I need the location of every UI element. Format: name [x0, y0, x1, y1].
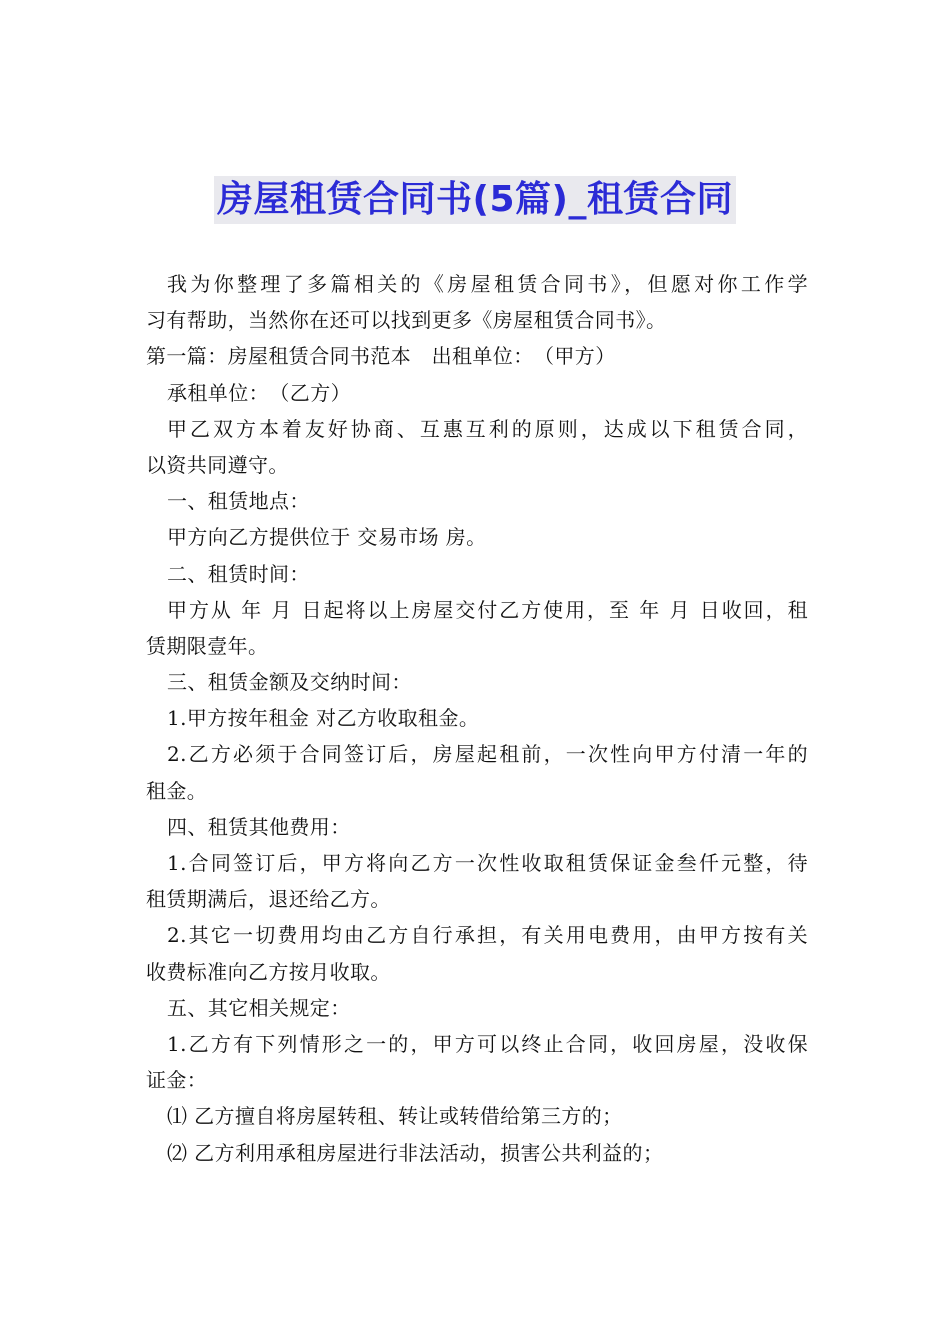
- paragraph-line: 以资共同遵守。: [146, 452, 289, 477]
- paragraph-line: 租赁期满后，退还给乙方。: [146, 887, 391, 912]
- paragraph-line: 甲乙双方本着友好协商、互惠互利的原则，达成以下租赁合同，: [167, 416, 808, 441]
- paragraph-line: 甲方从 年 月 日起将以上房屋交付乙方使用，至 年 月 日收回，租: [167, 597, 808, 622]
- title-container: [0, 176, 950, 224]
- paragraph-line: 承租单位： （乙方）: [167, 380, 351, 405]
- paragraph-line: 习有帮助，当然你在还可以找到更多《房屋租赁合同书》。: [146, 308, 667, 333]
- paragraph-line: 甲方向乙方提供位于 交易市场 房。: [167, 525, 487, 550]
- list-item: ⑵ 乙方利用承租房屋进行非法活动，损害公共利益的；: [167, 1140, 664, 1165]
- document-body: [146, 266, 808, 1171]
- paragraph-line: 证金：: [146, 1068, 208, 1093]
- paragraph-line: 2.其它一切费用均由乙方自行承担，有关用电费用，由甲方按有关: [167, 923, 808, 948]
- section-heading: 三、租赁金额及交纳时间：: [167, 670, 412, 695]
- section-heading: 二、租赁时间：: [167, 561, 310, 586]
- list-item: ⑴ 乙方擅自将房屋转租、转让或转借给第三方的；: [167, 1104, 623, 1129]
- paragraph-line: 1.甲方按年租金 对乙方收取租金。: [167, 706, 480, 731]
- document-title: 房屋租赁合同书(5篇)_租赁合同: [214, 176, 736, 224]
- paragraph-line: 第一篇：房屋租赁合同书范本 出租单位： （甲方）: [146, 344, 616, 369]
- section-heading: 四、租赁其他费用：: [167, 814, 351, 839]
- paragraph-line: 赁期限壹年。: [146, 633, 269, 658]
- section-heading: 五、其它相关规定：: [167, 995, 351, 1020]
- paragraph-line: 2.乙方必须于合同签订后，房屋起租前，一次性向甲方付清一年的: [167, 742, 808, 767]
- paragraph-line: 租金。: [146, 778, 208, 803]
- section-heading: 一、租赁地点：: [167, 489, 310, 514]
- paragraph-line: 1.合同签订后，甲方将向乙方一次性收取租赁保证金叁仟元整，待: [167, 851, 808, 875]
- paragraph-line: 收费标准向乙方按月收取。: [146, 959, 391, 984]
- paragraph-line: 1.乙方有下列情形之一的，甲方可以终止合同，收回房屋，没收保: [167, 1031, 808, 1056]
- paragraph-line: 我为你整理了多篇相关的《房屋租赁合同书》，但愿对你工作学: [167, 272, 808, 296]
